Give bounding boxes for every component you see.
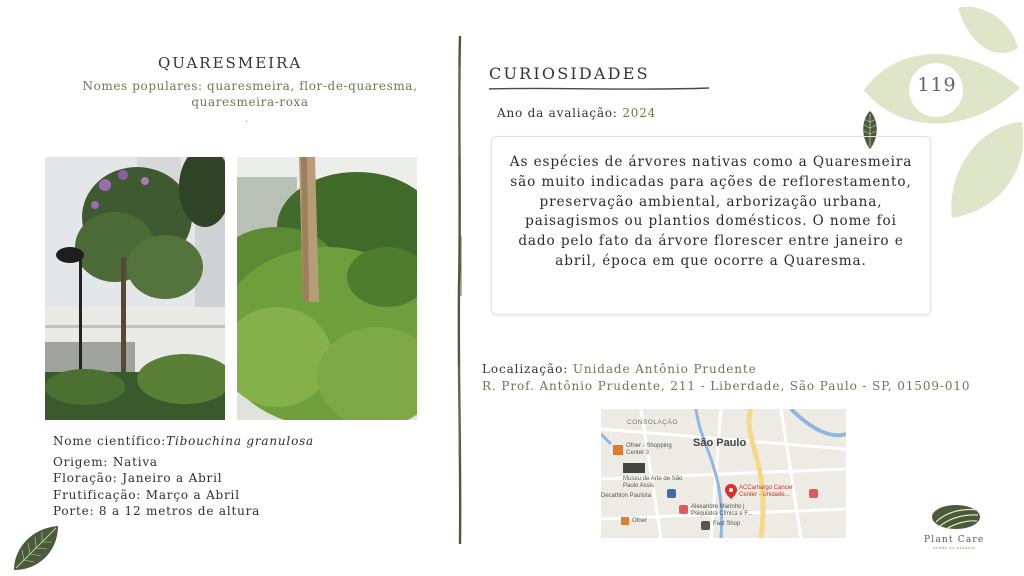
title-underline [489,86,711,92]
fruiting-line: Frutificação: Março a Abril [53,488,240,502]
brand-name: Plant Care [924,535,985,545]
location-line [482,361,970,378]
map-district: CONSOLAÇÃO [627,419,678,426]
map-ofner[interactable]: Ofner [632,518,648,524]
flowering-line: Floração: Janeiro a Abril [53,471,223,485]
location-block [482,361,970,395]
separator-dot: . [245,114,249,125]
year-value: 2024 [622,106,657,120]
size-line: Porte: 8 a 12 metros de altura [53,504,261,518]
hedge-photo [237,157,417,420]
plant-care-logo-icon [930,502,982,532]
curiosities-text: As espécies de árvores nativas como a Quaresmeira são muito indicadas para ações de reflorestamento, preservação ambiental, arborização urbana, paisagismos ou plantios domésticos. O nome foi dado pelo fato da árvore florescer entre janeiro e abril, época em que ocorre a Quaresma. [509,154,913,269]
curiosities-card [491,136,931,315]
year-label: Ano da avaliação: [497,106,618,120]
map-decathlon[interactable]: Decathlon Paulista [601,493,652,499]
scientific-name-label: Nome científico: [53,434,167,448]
curiosities-title: CURIOSIDADES [489,64,650,83]
location-label: Localização: [482,362,569,376]
location-unit: Unidade Antônio Prudente [572,362,757,376]
evaluation-year [497,106,656,120]
map-hospital[interactable]: Alexandre Marinho | Psiquiatra Clínica e F... [691,504,753,517]
leaf-decoration-icon [8,520,64,576]
location-address: R. Prof. Antônio Prudente, 211 - Liberdade, São Paulo - SP, 01509-010 [482,379,971,393]
origin-line: Origem: Nativa [53,455,158,469]
scientific-name [53,434,314,448]
location-map[interactable] [601,409,846,538]
vertical-divider [455,36,465,546]
map-museum[interactable]: Museu de Arte de São Paulo Assis [623,476,683,489]
scientific-name-value: Tibouchina granulosa [166,434,315,448]
map-mall[interactable]: Ofner - Shopping Center 3 [626,443,672,456]
popular-names: Nomes populares: quaresmeira, flor-de-quaresma, quaresmeira-roxa [82,79,418,109]
brand-tagline: saúde ao planeta [933,545,976,550]
page-number: 119 [917,74,957,96]
tree-photo [45,157,225,420]
map-fastshop[interactable]: Fast Shop [713,521,741,527]
map-accamargo[interactable]: ACCamargo Cancer Center - Unidade... [739,485,794,498]
map-city: São Paulo [693,437,747,449]
plant-title: QUARESMEIRA [158,54,303,72]
